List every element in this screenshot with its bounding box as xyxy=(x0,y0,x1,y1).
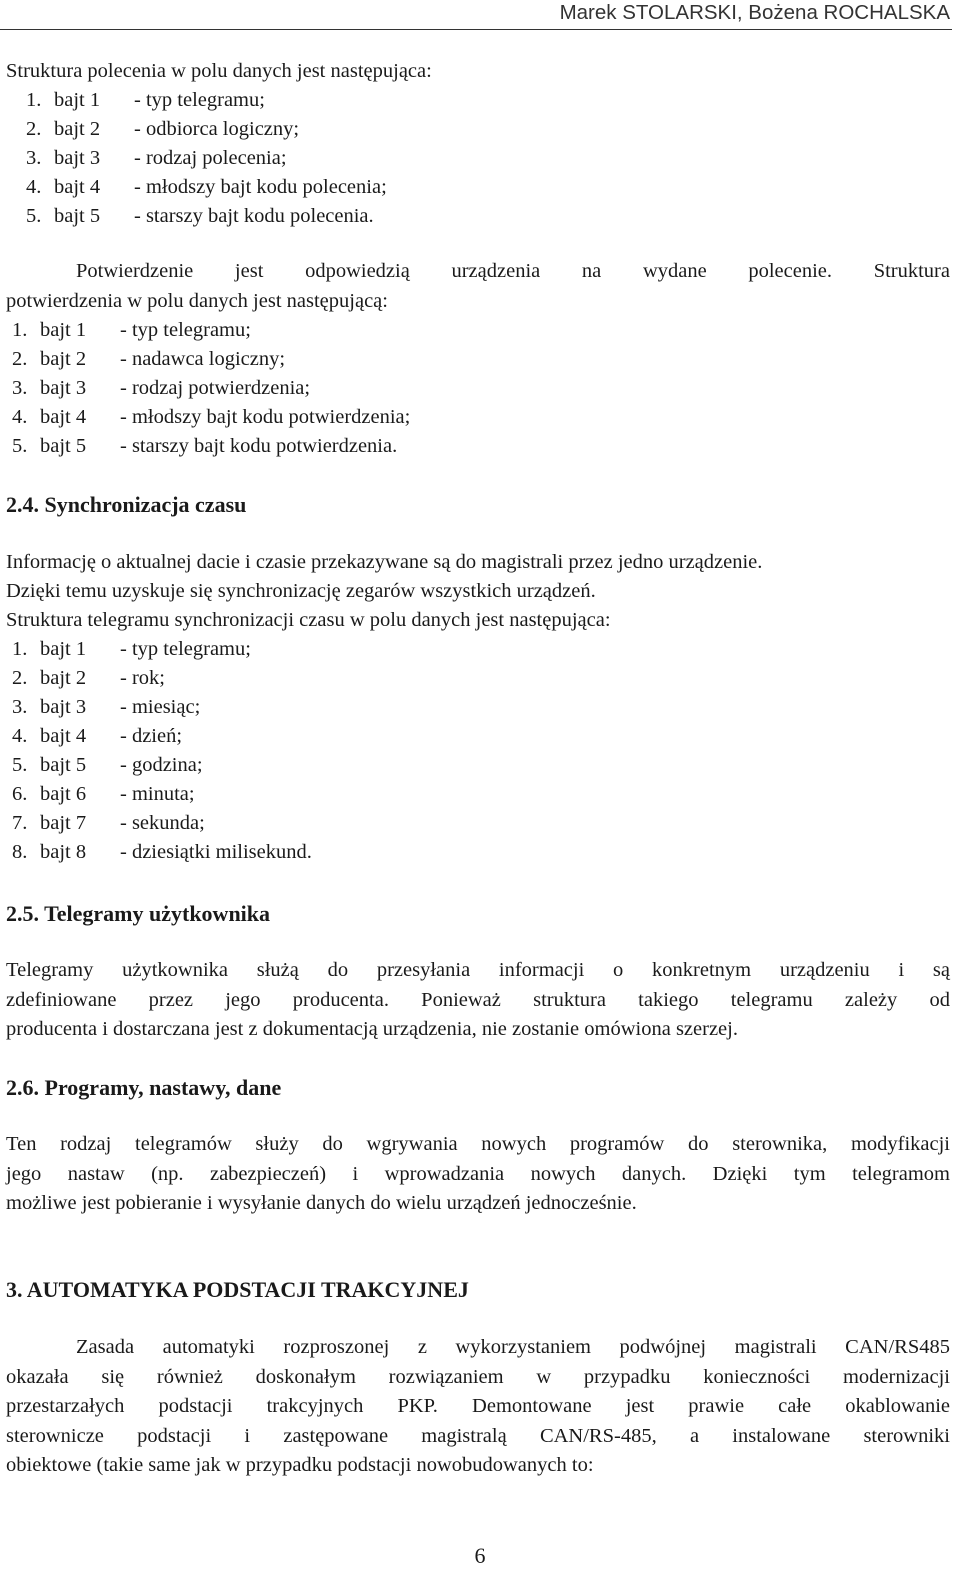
page-number: 6 xyxy=(474,1543,486,1568)
paragraph-line: Dzięki temu uzyskuje się synchronizację zegarów wszystkich urządzeń. xyxy=(6,580,596,602)
section-heading-2-4: 2.4. Synchronizacja czasu xyxy=(6,492,247,517)
list-item: 5. bajt 5 - godzina; xyxy=(12,754,203,776)
paragraph-line: Struktura telegramu synchronizacji czasu w polu danych jest następująca: xyxy=(6,609,611,631)
page-header xyxy=(0,0,952,30)
list-item: 8. bajt 8 - dziesiątki milisekund. xyxy=(12,841,312,863)
paragraph-line: jego nastaw (np. zabezpieczeń) i wprowadzania nowych danych. Dzięki tym telegramom xyxy=(6,1162,950,1185)
paragraph-line: Informację o aktualnej dacie i czasie przekazywane są do magistrali przez jedno urządzenie. xyxy=(6,551,763,573)
paragraph-line: producenta i dostarczana jest z dokumentacją urządzenia, nie zostanie omówiona szerzej. xyxy=(6,1018,738,1040)
paragraph-line: okazała się również doskonałym rozwiązaniem w przypadku konieczności modernizacji xyxy=(6,1365,950,1388)
list-item: 1. bajt 1 - typ telegramu; xyxy=(12,638,251,660)
paragraph-line: obiektowe (takie same jak w przypadku podstacji nowobudowanych to: xyxy=(6,1454,594,1476)
paragraph-line: możliwe jest pobieranie i wysyłanie danych do wielu urządzeń jednocześnie. xyxy=(6,1192,637,1214)
command-structure-block xyxy=(6,57,950,231)
list-item: 3. bajt 3 - rodzaj potwierdzenia; xyxy=(12,376,311,399)
section-heading-2-5: 2.5. Telegramy użytkownika xyxy=(6,901,271,926)
list-item: 4. bajt 4 - młodszy bajt kodu polecenia; xyxy=(26,176,387,198)
paragraph-line: Telegramy użytkownika służą do przesyłania informacji o konkretnym urządzeniu i są xyxy=(6,959,950,981)
confirmation-intro-line-2: potwierdzenia w polu danych jest następującą: xyxy=(6,289,388,312)
list-item: 6. bajt 6 - minuta; xyxy=(12,783,195,805)
paragraph-line: przestarzałych podstacji trakcyjnych PKP. Demontowane jest prawie całe okablowanie xyxy=(6,1395,950,1417)
paragraph-line: zdefiniowane przez jego producenta. Ponieważ struktura takiego telegramu zależy od xyxy=(6,988,950,1011)
section-3-body xyxy=(6,1333,950,1481)
list-item: 1. bajt 1 - typ telegramu; xyxy=(26,89,265,111)
section-2-5-body xyxy=(6,956,950,1045)
confirmation-intro-line-1: Potwierdzenie jest odpowiedzią urządzenia na wydane polecenie. Struktura xyxy=(76,260,950,282)
list-item: 7. bajt 7 - sekunda; xyxy=(12,812,205,834)
section-2-4-body xyxy=(6,548,950,867)
paragraph-line: Ten rodzaj telegramów służy do wgrywania nowych programów do sterownika, modyfikacji xyxy=(6,1133,950,1155)
paragraph-line: sterownicze podstacji i zastępowane magistralą CAN/RS-485, a instalowane sterowniki xyxy=(6,1424,950,1447)
running-header-authors: Marek STOLARSKI, Bożena ROCHALSKA xyxy=(559,1,950,24)
list-item: 4. bajt 4 - młodszy bajt kodu potwierdzenia; xyxy=(12,405,411,428)
section-2-6-body xyxy=(6,1130,950,1219)
command-structure-intro: Struktura polecenia w polu danych jest następująca: xyxy=(6,60,432,82)
confirmation-structure-block xyxy=(6,257,950,461)
list-item: 3. bajt 3 - miesiąc; xyxy=(12,696,201,718)
list-item: 5. bajt 5 - starszy bajt kodu polecenia. xyxy=(26,205,374,227)
list-item: 1. bajt 1 - typ telegramu; xyxy=(12,318,251,341)
list-item: 2. bajt 2 - rok; xyxy=(12,667,165,689)
list-item: 2. bajt 2 - nadawca logiczny; xyxy=(12,347,286,370)
list-item: 3. bajt 3 - rodzaj polecenia; xyxy=(26,147,287,169)
section-heading-2-6: 2.6. Programy, nastawy, dane xyxy=(6,1075,282,1100)
list-item: 5. bajt 5 - starszy bajt kodu potwierdzenia. xyxy=(12,434,398,457)
section-heading-3: 3. AUTOMATYKA PODSTACJI TRAKCYJNEJ xyxy=(6,1277,469,1302)
paragraph-line: Zasada automatyki rozproszonej z wykorzystaniem podwójnej magistrali CAN/RS485 xyxy=(76,1336,950,1358)
list-item: 4. bajt 4 - dzień; xyxy=(12,725,183,747)
list-item: 2. bajt 2 - odbiorca logiczny; xyxy=(26,118,300,140)
